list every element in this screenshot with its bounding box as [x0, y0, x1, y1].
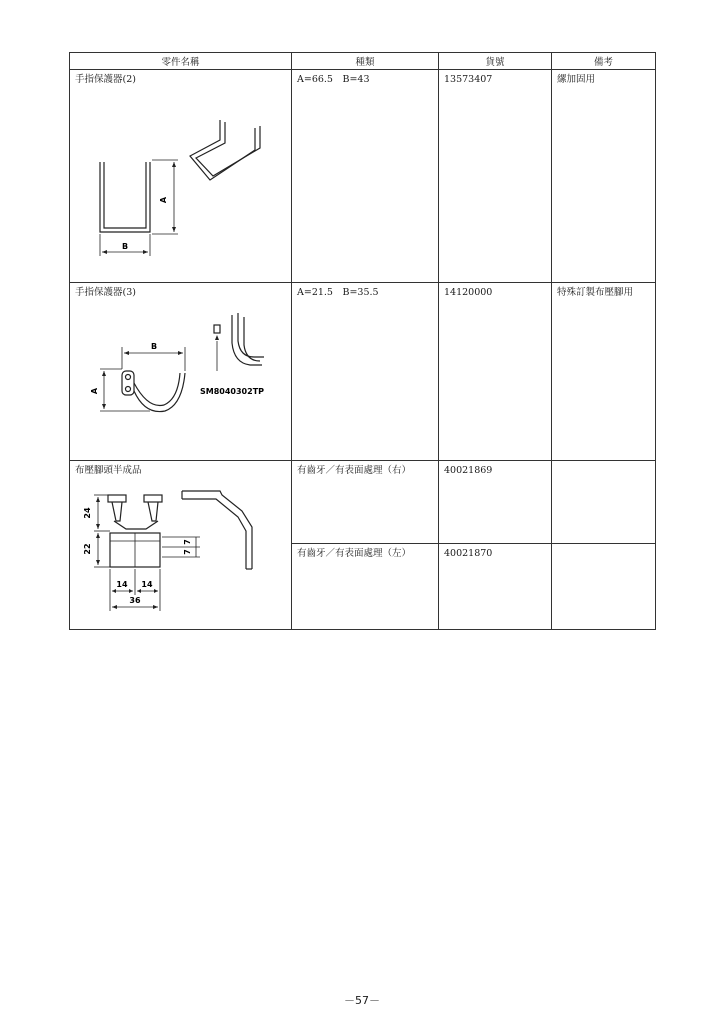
- table-row: [70, 283, 656, 461]
- remarks-value: 特殊訂製布壓腳用: [557, 287, 634, 298]
- part-number-value: 40021869: [444, 465, 493, 476]
- presser-foot-drawing: [70, 461, 292, 629]
- part-code-label: SM8040302TP: [200, 387, 265, 396]
- remarks-cell: [552, 461, 656, 544]
- table-header-row: [70, 53, 656, 70]
- part-name-cell: [70, 283, 292, 461]
- type-value: A=66.5 B=43: [297, 74, 370, 85]
- header-remarks: 備考: [552, 53, 656, 70]
- dim-side-2-label: 7: [183, 549, 192, 555]
- part-name: 手指保護器(3): [75, 287, 136, 298]
- remarks-value: 縲加固用: [557, 74, 596, 85]
- remarks-value: [552, 461, 655, 469]
- part-name: 手指保護器(2): [75, 74, 136, 85]
- part-name-cell: [70, 70, 292, 283]
- table-row: [70, 70, 656, 283]
- dim-half-1-label: 14: [116, 580, 128, 589]
- dim-b-label: B: [121, 242, 129, 251]
- header-part-number: 貨號: [439, 53, 552, 70]
- type-value: A=21.5 B=35.5: [297, 287, 379, 298]
- page-number: －57－: [344, 994, 380, 1007]
- type-value: 有齒牙／有表面處理（右）: [297, 465, 412, 476]
- part-number-value: 40021870: [444, 548, 493, 559]
- header-type: 種類: [292, 53, 439, 70]
- dim-bottom-label: 22: [83, 543, 92, 555]
- part-number-cell: [439, 544, 552, 630]
- part-number-cell: [439, 461, 552, 544]
- part-number-value: 14120000: [444, 287, 493, 298]
- dim-half-2-label: 14: [141, 580, 153, 589]
- dim-b-label: B: [150, 342, 158, 351]
- part-number-cell: [439, 70, 552, 283]
- table-row: [70, 461, 656, 544]
- part-name-cell: [70, 461, 292, 630]
- dim-total-label: 36: [129, 596, 141, 605]
- remarks-cell: [552, 283, 656, 461]
- remarks-cell: [552, 544, 656, 630]
- remarks-cell: [552, 70, 656, 283]
- parts-table: [69, 52, 656, 630]
- dim-side-1-label: 7: [183, 539, 192, 545]
- type-cell: [292, 544, 439, 630]
- part-number-value: 13573407: [444, 74, 493, 85]
- header-part-name: 零件名稱: [70, 53, 292, 70]
- finger-guard-3-drawing: [70, 283, 292, 461]
- finger-guard-2-drawing: [70, 70, 292, 283]
- type-cell: [292, 461, 439, 544]
- dim-top-label: 24: [83, 507, 92, 519]
- dim-a-label: A: [90, 387, 99, 395]
- type-cell: [292, 283, 439, 461]
- dim-a-label: A: [159, 196, 168, 204]
- remarks-value: [552, 544, 655, 552]
- type-value: 有齒牙／有表面處理（左）: [297, 548, 412, 559]
- type-cell: [292, 70, 439, 283]
- part-number-cell: [439, 283, 552, 461]
- part-name: 布壓腳頭半成品: [75, 465, 142, 476]
